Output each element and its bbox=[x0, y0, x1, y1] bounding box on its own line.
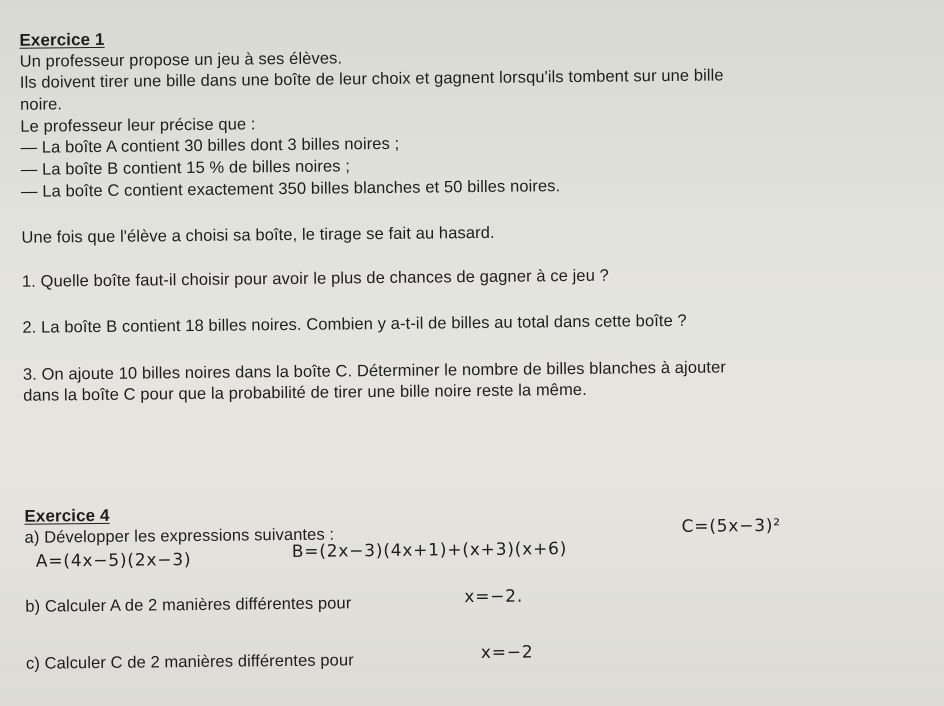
box-b-item: — La boîte B contient 15 % de billes noires ; bbox=[20, 157, 351, 179]
question-3-line-2: dans la boîte C pour que la probabilité de tirer une bille noire reste la même. bbox=[23, 380, 587, 405]
ex1-intro-line: Un professeur propose un jeu à ses élèves. bbox=[19, 49, 343, 71]
ex1-rule-line: Ils doivent tirer une bille dans une boîte de leur choix et gagnent lorsqu'ils tombent sur une bille bbox=[19, 66, 724, 92]
ex1-draw-line: Une fois que l'élève a choisi sa boîte, le tirage se fait au hasard. bbox=[21, 223, 495, 247]
exercise-4-title: Exercice 4 bbox=[24, 505, 110, 526]
ex1-precision-line: Le professeur leur précise que : bbox=[20, 115, 256, 136]
question-3-line-1: 3. On ajoute 10 billes noires dans la boîte C. Déterminer le nombre de billes blanches à ajouter bbox=[22, 358, 726, 384]
question-2: 2. La boîte B contient 18 billes noires. Combien y a-t-il de billes au total dans cette boîte ? bbox=[22, 311, 687, 337]
ex1-rule-line-end: noire. bbox=[20, 95, 63, 114]
ex4-part-b: b) Calculer A de 2 manières différentes pour bbox=[25, 594, 352, 616]
question-1: 1. Quelle boîte faut-il choisir pour avoir le plus de chances de gagner à ce jeu ? bbox=[21, 266, 609, 291]
part-c-value: x=−2 bbox=[480, 642, 534, 663]
expression-a: A=(4x−5)(2x−3) bbox=[35, 550, 192, 572]
part-b-value: x=−2. bbox=[464, 586, 524, 608]
box-a-item: — La boîte A contient 30 billes dont 3 billes noires ; bbox=[20, 134, 400, 157]
ex4-part-c: c) Calculer C de 2 manières différentes pour bbox=[25, 651, 354, 673]
exercise-1-title: Exercice 1 bbox=[19, 29, 105, 50]
ex4-part-a: a) Développer les expressions suivantes : bbox=[24, 525, 335, 547]
box-c-item: — La boîte C contient exactement 350 billes blanches et 50 billes noires. bbox=[20, 177, 561, 201]
expression-c: C=(5x−3)² bbox=[681, 515, 781, 537]
expression-b: B=(2x−3)(4x+1)+(x+3)(x+6) bbox=[291, 539, 568, 562]
